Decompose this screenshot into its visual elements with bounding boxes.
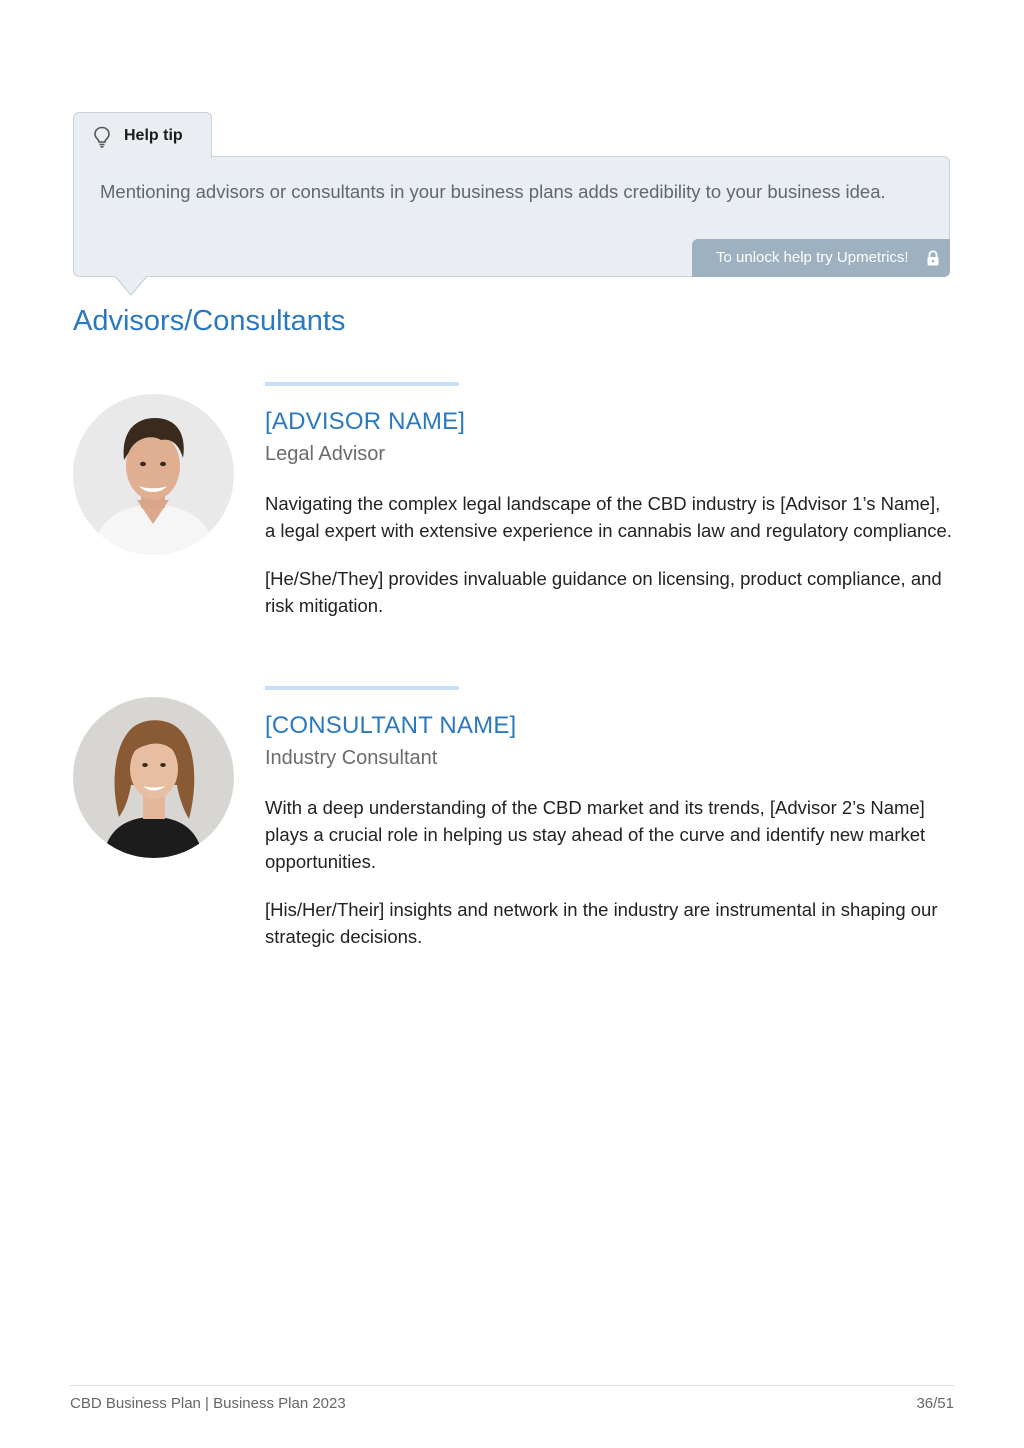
footer-page-number: 36/51 <box>916 1395 954 1412</box>
advisor-bio-paragraph: [He/She/They] provides invaluable guidance on licensing, product compliance, and risk mitigation. <box>265 568 942 616</box>
footer-document-title: CBD Business Plan | Business Plan 2023 <box>70 1395 346 1412</box>
advisor-photo <box>73 394 234 555</box>
consultant-accent-line <box>265 686 459 690</box>
advisor-role: Legal Advisor <box>265 443 386 465</box>
help-tip-label: Help tip <box>124 127 183 144</box>
lock-icon <box>926 250 940 266</box>
consultant-bio-paragraph: [His/Her/Their] insights and network in the industry are instrumental in shaping our strategic decisions. <box>265 899 938 947</box>
help-tip-pointer-fill <box>115 275 147 294</box>
consultant-name: [CONSULTANT NAME] <box>265 712 517 739</box>
help-tab-joint <box>74 154 211 158</box>
footer-divider <box>70 1385 954 1386</box>
help-tip-text: Mentioning advisors or consultants in your business plans adds credibility to your business idea. <box>100 181 886 202</box>
advisor-avatar-image <box>73 394 234 555</box>
help-tip-box <box>73 156 950 277</box>
consultant-avatar-image <box>73 697 234 858</box>
advisor-name: [ADVISOR NAME] <box>265 408 466 435</box>
lightbulb-icon <box>93 126 111 148</box>
consultant-bio-paragraph: With a deep understanding of the CBD market and its trends, [Advisor 2’s Name] plays a crucial role in helping us stay ahead of the curve and identify new market opportunities. <box>265 797 926 872</box>
unlock-help-button[interactable] <box>692 239 950 277</box>
consultant-bio <box>265 794 955 971</box>
unlock-help-label: To unlock help try Upmetrics! <box>716 249 909 266</box>
advisor-bio <box>265 490 955 640</box>
help-tip-tab <box>73 112 212 158</box>
section-title: Advisors/Consultants <box>73 305 346 337</box>
advisor-bio-paragraph: Navigating the complex legal landscape of the CBD industry is [Advisor 1’s Name], a legal expert with extensive experience in cannabis law and regulatory compliance. <box>265 493 952 541</box>
consultant-role: Industry Consultant <box>265 747 438 769</box>
advisor-accent-line <box>265 382 459 386</box>
consultant-photo <box>73 697 234 858</box>
